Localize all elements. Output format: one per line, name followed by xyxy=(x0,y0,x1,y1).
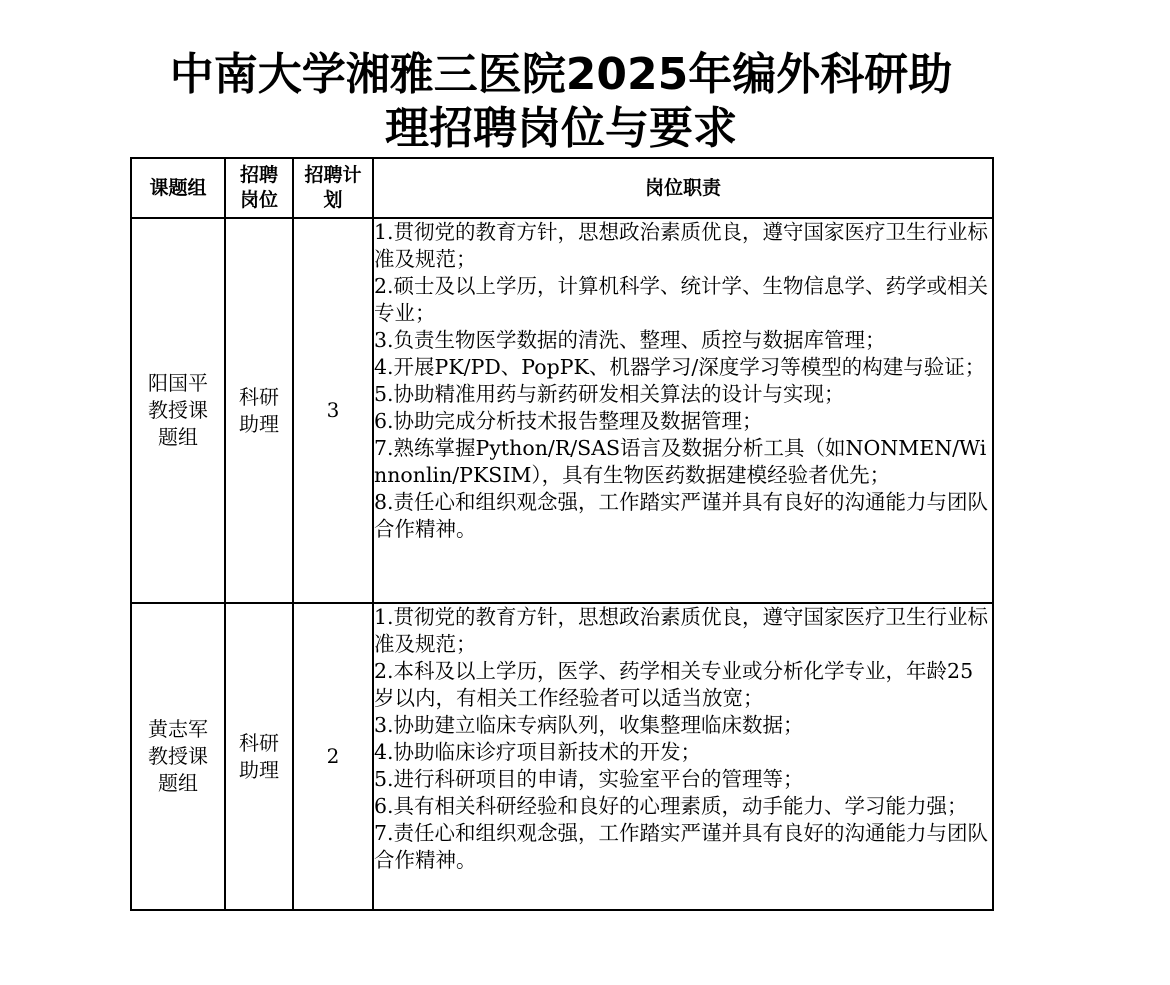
duty-item: 4.协助临床诊疗项目新技术的开发； xyxy=(374,740,702,764)
duty-item: 6.具有相关科研经验和良好的心理素质，动手能力、学习能力强； xyxy=(374,794,968,818)
duty-item: 1.贯彻党的教育方针，思想政治素质优良，遵守国家医疗卫生行业标准及规范； xyxy=(374,220,989,271)
duty-item: 2.硕士及以上学历，计算机科学、统计学、生物信息学、药学或相关专业； xyxy=(374,274,989,325)
table-row xyxy=(131,218,993,603)
table-header-row xyxy=(131,158,993,218)
duty-item: 8.责任心和组织观念强，工作踏实严谨并具有良好的沟通能力与团队合作精神。 xyxy=(374,490,989,541)
header-group: 课题组 xyxy=(131,158,225,218)
duty-item: 1.贯彻党的教育方针，思想政治素质优良，遵守国家医疗卫生行业标准及规范； xyxy=(374,605,989,656)
duty-item: 6.协助完成分析技术报告整理及数据管理； xyxy=(374,409,763,433)
duty-item: 5.进行科研项目的申请，实验室平台的管理等； xyxy=(374,767,804,791)
title-line-1: 中南大学湘雅三医院2025年编外科研助 xyxy=(169,49,953,100)
title-line-2: 理招聘岗位与要求 xyxy=(385,103,737,154)
header-duties: 岗位职责 xyxy=(373,158,993,218)
duty-item: 5.协助精准用药与新药研发相关算法的设计与实现； xyxy=(374,382,845,406)
group-cell: 阳国平 教授课 题组 xyxy=(131,218,225,603)
header-plan: 招聘计 划 xyxy=(293,158,373,218)
table-row xyxy=(131,603,993,910)
document-title xyxy=(130,48,992,156)
position-cell: 科研 助理 xyxy=(225,603,293,910)
duty-item: 3.协助建立临床专病队列，收集整理临床数据； xyxy=(374,713,804,737)
duty-item: 7.责任心和组织观念强，工作踏实严谨并具有良好的沟通能力与团队合作精神。 xyxy=(374,821,989,872)
duties-cell xyxy=(373,603,993,910)
duties-cell xyxy=(373,218,993,603)
duty-item: 4.开展PK/PD、PopPK、机器学习/深度学习等模型的构建与验证； xyxy=(374,355,986,379)
duty-item: 3.负责生物医学数据的清洗、整理、质控与数据库管理； xyxy=(374,328,886,352)
plan-cell: 2 xyxy=(293,603,373,910)
plan-cell: 3 xyxy=(293,218,373,603)
duty-item: 7.熟练掌握Python/R/SAS语言及数据分析工具（如NONMEN/Winnonlin/PKSIM），具有生物医药数据建模经验者优先； xyxy=(374,436,987,487)
position-cell: 科研 助理 xyxy=(225,218,293,603)
header-position: 招聘 岗位 xyxy=(225,158,293,218)
duty-item: 2.本科及以上学历，医学、药学相关专业或分析化学专业，年龄25岁以内，有相关工作经验者可以适当放宽； xyxy=(374,659,974,710)
group-cell: 黄志军 教授课 题组 xyxy=(131,603,225,910)
recruitment-table xyxy=(130,157,994,911)
